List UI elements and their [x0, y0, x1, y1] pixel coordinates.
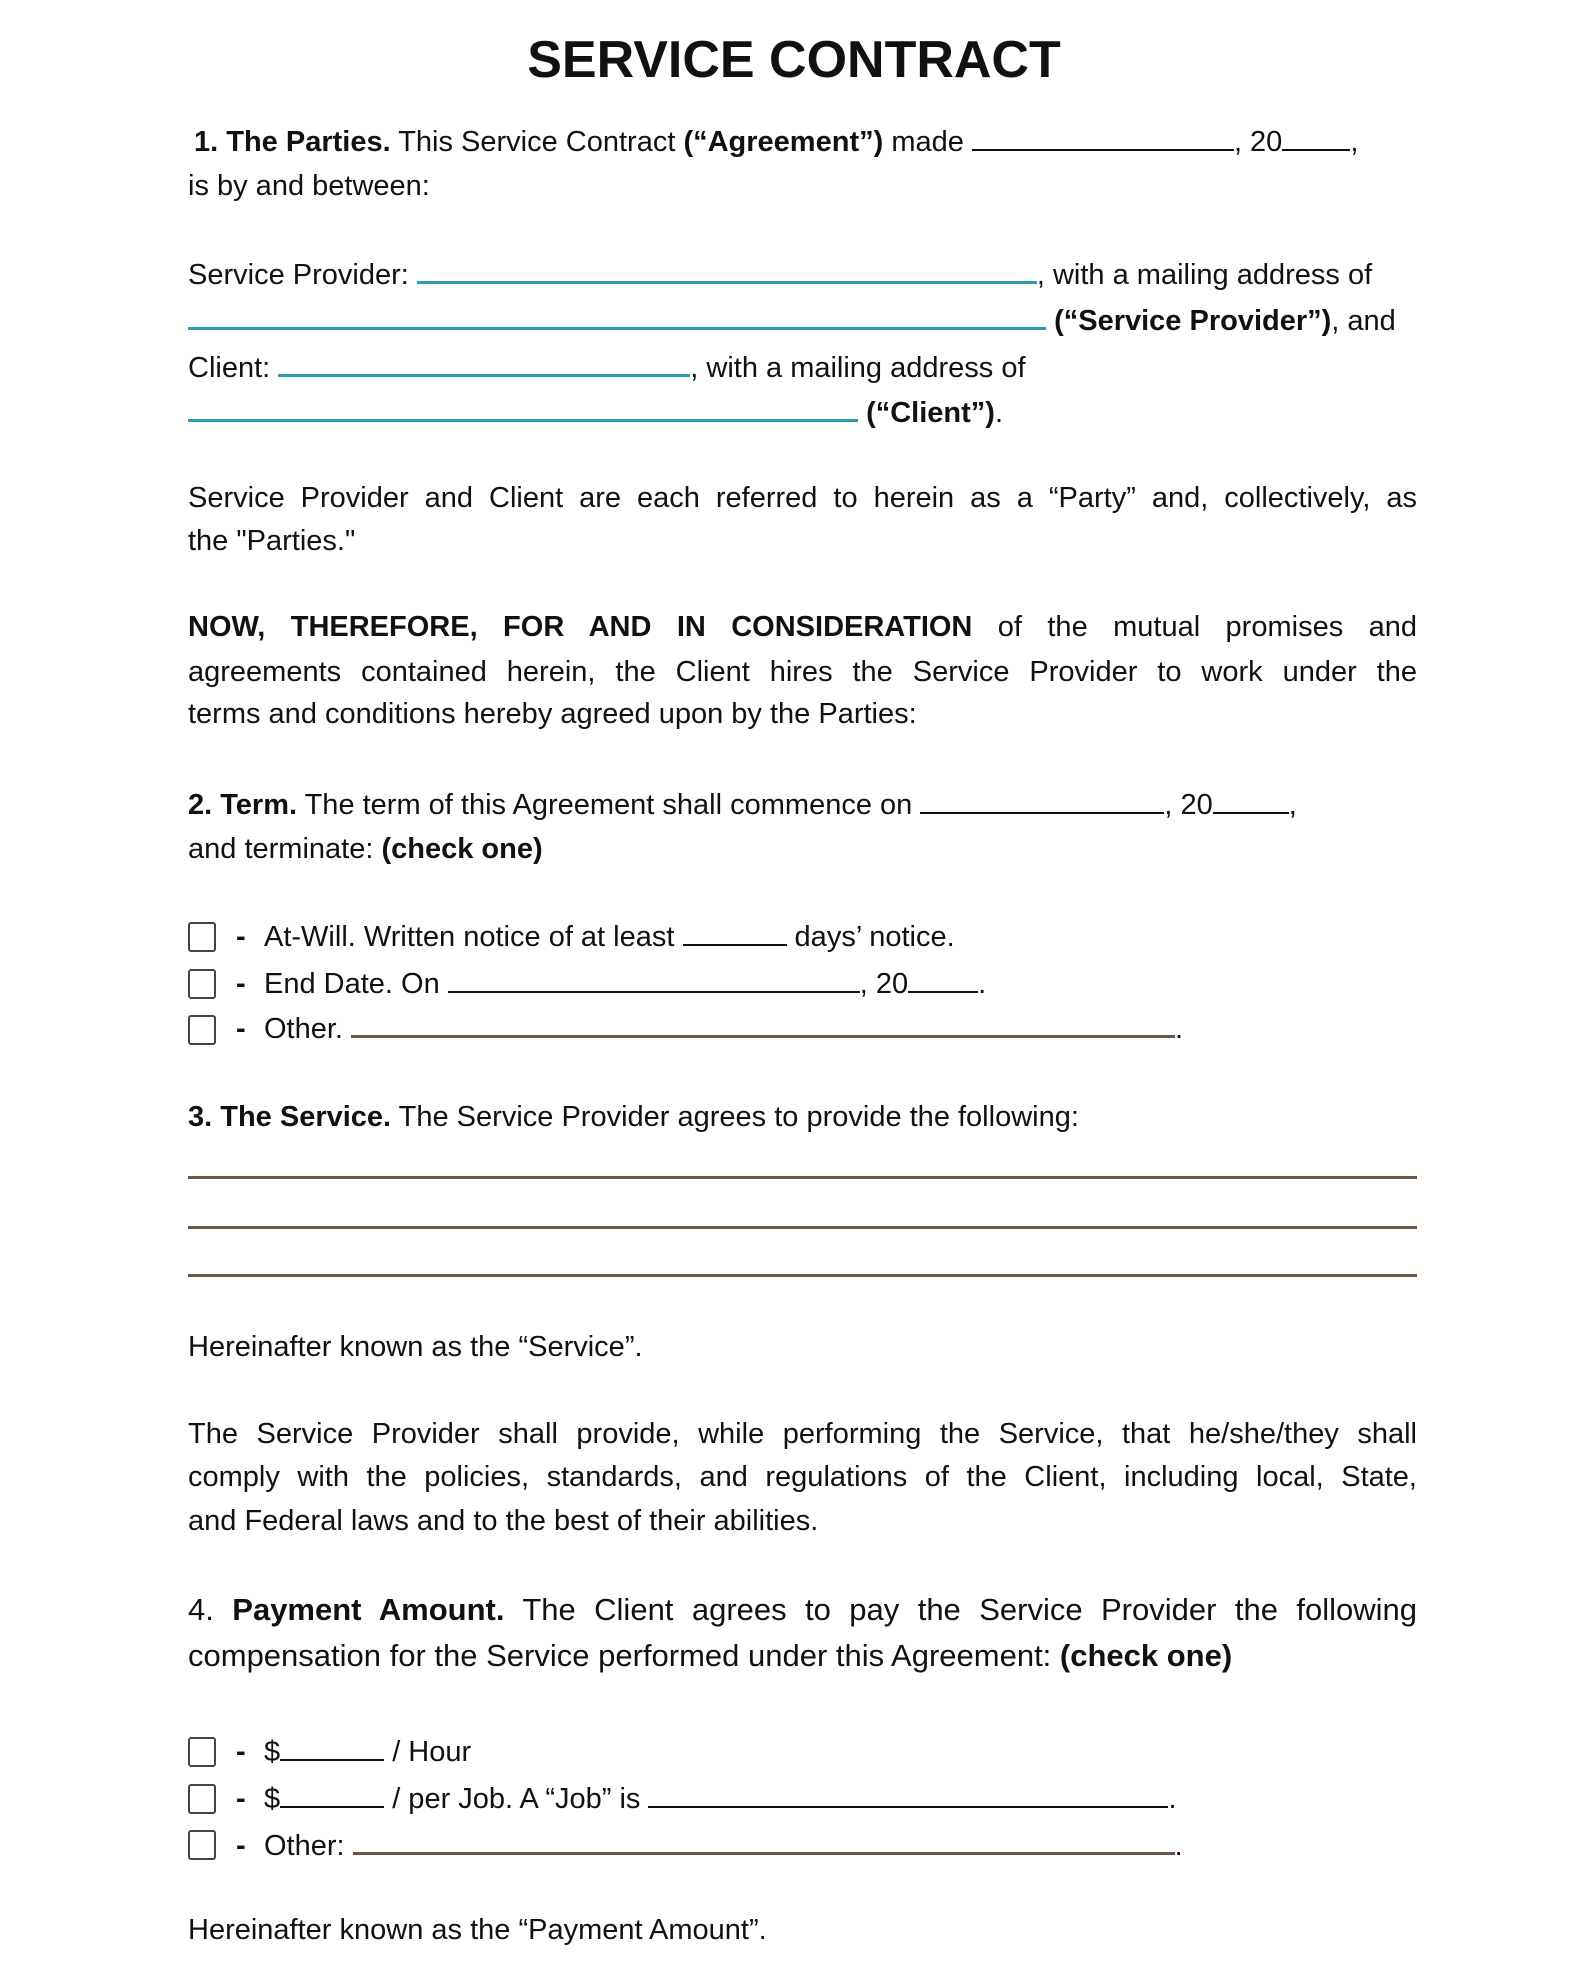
text: The term of this Agreement shall commence on — [297, 789, 921, 821]
service-provider-definition: (“Service Provider”) — [1054, 305, 1332, 337]
consideration-line-1 — [188, 609, 1417, 645]
party-paragraph-line-2: the "Parties." — [188, 525, 356, 557]
client-definition: (“Client”) — [866, 397, 995, 429]
payment-known-as: Hereinafter known as the “Payment Amount”. — [188, 1914, 767, 1946]
service-description-field-1[interactable] — [188, 1176, 1417, 1179]
text: , with a mailing address of — [690, 352, 1026, 384]
term-option-other — [236, 1009, 1183, 1045]
client-line — [188, 348, 1417, 384]
term-start-date-field[interactable] — [920, 786, 1164, 814]
service-provider-label: Service Provider: — [188, 259, 417, 291]
payment-line-2 — [188, 1638, 1417, 1674]
text: . — [1175, 1013, 1184, 1045]
text: , with a mailing address of — [1036, 259, 1373, 291]
service-provider-name-field[interactable] — [417, 255, 1037, 284]
text: End Date. On — [264, 968, 448, 1000]
text: / per Job. A “Job” is — [384, 1783, 649, 1815]
client-address-field[interactable] — [188, 393, 858, 422]
hourly-rate-field[interactable] — [280, 1733, 384, 1761]
check-one-note: (check one) — [1059, 1638, 1233, 1673]
text: / Hour — [384, 1736, 472, 1768]
term-option-at-will — [236, 918, 955, 954]
consideration-line-2: agreements contained herein, the Client hires the Service Provider to work under the — [188, 656, 1417, 688]
service-provider-address-line — [188, 301, 1417, 337]
service-provider-address-field[interactable] — [188, 301, 1046, 330]
end-year-field[interactable] — [908, 965, 978, 993]
text: days’ notice. — [786, 921, 955, 953]
parties-heading: 1. The Parties. — [194, 126, 391, 158]
dash: - — [236, 1830, 246, 1862]
text: of the mutual promises and — [972, 611, 1417, 643]
document-title: SERVICE CONTRACT — [527, 31, 1061, 89]
text: . — [1168, 1783, 1177, 1815]
party-paragraph-line-1: Service Provider and Client are each referred to herein as a “Party” and, collectively, as — [188, 482, 1417, 514]
job-definition-field[interactable] — [648, 1780, 1168, 1808]
agreement-term: (“Agreement”) — [683, 126, 884, 158]
term-option-end-date — [236, 965, 986, 1001]
payment-heading: Payment Amount. — [213, 1592, 505, 1627]
service-known-as: Hereinafter known as the “Service”. — [188, 1331, 643, 1363]
payment-option-per-job — [236, 1780, 1177, 1816]
text: and terminate: — [188, 833, 382, 865]
payment-line-1 — [188, 1592, 1417, 1628]
text: The Client agrees to pay the Service Provider the following — [504, 1592, 1417, 1627]
text: . — [994, 397, 1003, 429]
term-line-1 — [188, 786, 1417, 822]
consideration-line-3: terms and conditions hereby agreed upon by the Parties: — [188, 698, 917, 730]
text: , — [1350, 126, 1359, 158]
other-term-field[interactable] — [351, 1009, 1175, 1038]
other-payment-checkbox[interactable] — [188, 1830, 216, 1860]
service-heading: 3. The Service. — [188, 1101, 392, 1133]
service-description-field-2[interactable] — [188, 1226, 1417, 1229]
dash: - — [236, 1013, 246, 1045]
text: made — [883, 126, 972, 158]
text: This Service Contract — [390, 126, 684, 158]
text: 4. — [188, 1592, 214, 1627]
text: $ — [264, 1736, 281, 1768]
term-heading: 2. Term. — [188, 789, 298, 821]
text: The Service Provider agrees to provide the following: — [391, 1101, 1079, 1133]
payment-option-other — [236, 1826, 1183, 1862]
service-paragraph-line-3: and Federal laws and to the best of their abilities. — [188, 1505, 819, 1537]
text: compensation for the Service performed under this Agreement: — [188, 1638, 1060, 1673]
end-date-field[interactable] — [448, 965, 860, 993]
parties-line-2: is by and between: — [188, 170, 430, 202]
client-label: Client: — [188, 352, 279, 384]
end-date-checkbox[interactable] — [188, 969, 216, 999]
consideration-bold: NOW, THEREFORE, FOR AND IN CONSIDERATION — [188, 611, 973, 643]
service-provider-line — [188, 255, 1417, 291]
at-will-checkbox[interactable] — [188, 922, 216, 952]
term-start-year-field[interactable] — [1213, 786, 1289, 814]
service-paragraph-line-2: comply with the policies, standards, and regulations of the Client, including local, State, — [188, 1461, 1417, 1493]
dash: - — [236, 921, 246, 953]
text: Other. — [264, 1013, 352, 1045]
text: At-Will. Written notice of at least — [264, 921, 683, 953]
text: . — [978, 968, 987, 1000]
client-name-field[interactable] — [278, 348, 690, 377]
dash: - — [236, 1783, 246, 1815]
parties-line-1 — [194, 123, 1423, 159]
check-one-note: (check one) — [381, 833, 543, 865]
per-job-checkbox[interactable] — [188, 1784, 216, 1814]
notice-days-field[interactable] — [683, 918, 787, 946]
text: , 20 — [1233, 126, 1283, 158]
payment-option-hourly — [236, 1733, 471, 1769]
service-line-1 — [188, 1099, 1417, 1135]
text: , and — [1331, 305, 1396, 337]
service-description-field-3[interactable] — [188, 1274, 1417, 1277]
text: , 20 — [1164, 789, 1213, 821]
other-term-checkbox[interactable] — [188, 1015, 216, 1045]
hourly-checkbox[interactable] — [188, 1737, 216, 1767]
text: , — [1288, 789, 1297, 821]
agreement-year-field[interactable] — [1282, 123, 1350, 151]
text: , 20 — [859, 968, 909, 1000]
text: . — [1174, 1830, 1183, 1862]
service-paragraph-line-1: The Service Provider shall provide, while performing the Service, that he/she/they shall — [188, 1418, 1417, 1450]
other-payment-field[interactable] — [353, 1826, 1175, 1855]
per-job-rate-field[interactable] — [280, 1780, 384, 1808]
term-line-2 — [188, 831, 1417, 867]
text: Other: — [264, 1830, 353, 1862]
dash: - — [236, 1736, 246, 1768]
dash: - — [236, 968, 246, 1000]
client-address-line — [188, 393, 1417, 429]
text: $ — [264, 1783, 281, 1815]
agreement-date-field[interactable] — [972, 123, 1234, 151]
